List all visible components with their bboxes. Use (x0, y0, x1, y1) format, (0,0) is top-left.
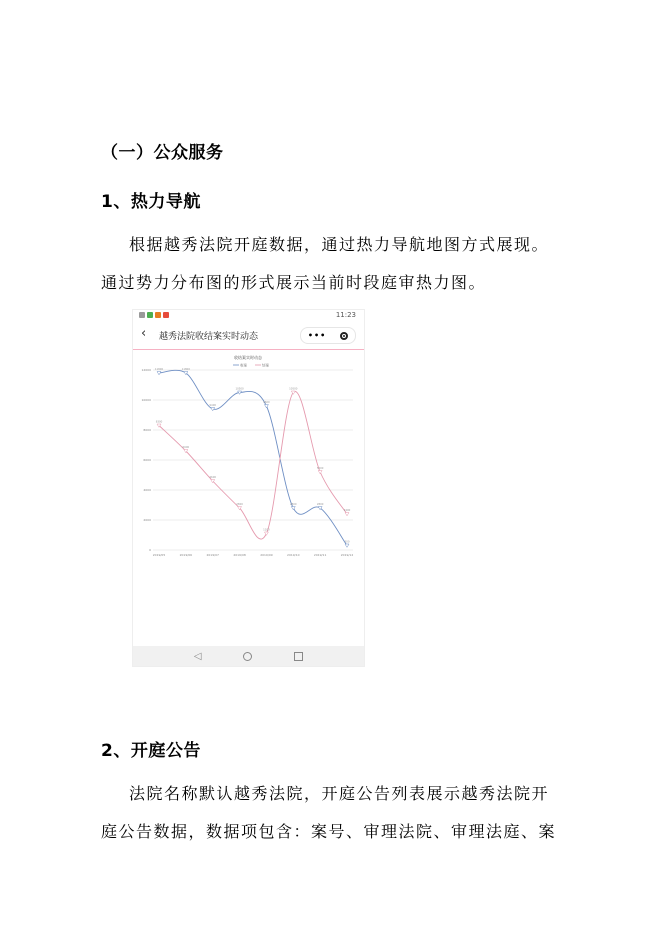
signal-icon (139, 312, 145, 318)
data-label: 300 (344, 540, 350, 544)
chart-legend (233, 362, 270, 367)
mini-program-capsule[interactable] (300, 327, 356, 344)
chart-lines (159, 370, 347, 545)
data-label: 11800 (181, 368, 190, 371)
data-label: 11800 (154, 368, 164, 371)
data-label: 6600 (182, 446, 190, 449)
y-tick-label: 0 (149, 548, 151, 552)
data-point (345, 544, 349, 547)
data-point (318, 471, 322, 474)
x-tick-label: 2019/05 (152, 553, 166, 557)
legend-label: 收案 (240, 363, 247, 368)
heat-nav-line-2: 通过势力分布图的形式展示当前时段庭审热力图。 (101, 273, 487, 292)
recents-square-icon[interactable] (294, 652, 303, 661)
court-notice-heading: 2、开庭公告 (101, 741, 201, 761)
data-point (291, 391, 295, 394)
wechat-icon (147, 312, 153, 318)
y-tick-label: 4000 (143, 488, 151, 492)
x-tick-label: 2019/11 (313, 553, 327, 557)
court-notice-paragraph (101, 775, 571, 851)
status-icons (139, 312, 169, 318)
y-tick-label: 10000 (141, 398, 151, 402)
chart-axis-ticks (141, 368, 353, 557)
section-title: （一）公众服务 (101, 143, 224, 163)
y-tick-label: 6000 (143, 458, 151, 462)
data-label: 4600 (209, 476, 217, 479)
home-circle-icon[interactable] (243, 652, 252, 661)
heat-nav-line-1: 根据越秀法院开庭数据，通过热力导航地图方式展现。 (129, 235, 550, 254)
app-icon (155, 312, 161, 318)
status-bar (133, 310, 364, 322)
data-label: 9600 (263, 401, 270, 404)
heat-nav-paragraph (101, 226, 571, 302)
data-label: 10500 (289, 387, 298, 391)
x-tick-label: 2019/10 (287, 553, 300, 557)
data-label: 1100 (263, 528, 270, 532)
x-tick-label: 2019/06 (179, 553, 193, 557)
data-label: 5200 (316, 467, 324, 470)
x-tick-label: 2019/08 (233, 553, 246, 557)
court-notice-line-1: 法院名称默认越秀法院，开庭公告列表展示越秀法院开 (129, 784, 550, 803)
series-line-1 (159, 391, 347, 539)
data-label: 10500 (235, 387, 244, 391)
heat-nav-heading: 1、热力导航 (101, 192, 201, 212)
line-chart (133, 350, 364, 646)
y-tick-label: 12000 (141, 368, 151, 372)
back-icon[interactable]: ‹ (141, 326, 147, 341)
x-tick-label: 2019/09 (260, 553, 273, 557)
y-tick-label: 8000 (143, 428, 151, 432)
data-label: 2800 (236, 503, 243, 506)
data-point (264, 405, 268, 408)
data-label: 2800 (289, 503, 297, 506)
chart-points (155, 367, 351, 547)
data-point (345, 513, 349, 516)
android-nav-bar (133, 646, 364, 666)
close-target-icon[interactable] (340, 332, 348, 340)
app-bar (133, 322, 364, 348)
chart-title: 收结案实时动态 (234, 355, 262, 360)
series-line-0 (159, 370, 347, 545)
data-label: 2800 (316, 503, 324, 506)
chart-grid (153, 370, 353, 550)
data-point (291, 507, 295, 510)
data-label: 2400 (343, 509, 351, 512)
data-point (264, 532, 268, 535)
data-label: 9400 (209, 404, 217, 407)
x-tick-label: 2019/12 (340, 553, 354, 557)
phone-screenshot (133, 310, 364, 666)
data-label: 8300 (155, 420, 163, 424)
app-icon-2 (163, 312, 169, 318)
status-time: 11:23 (335, 311, 356, 319)
more-icon[interactable]: ••• (307, 331, 327, 340)
legend-label: 结案 (262, 363, 269, 368)
app-title: 越秀法院收结案实时动态 (159, 332, 259, 342)
court-notice-line-2: 庭公告数据，数据项包含：案号、审理法院、审理法庭、案 (101, 822, 557, 841)
y-tick-label: 2000 (143, 518, 151, 522)
x-tick-label: 2019/07 (206, 553, 219, 557)
back-triangle-icon[interactable]: ◁ (193, 650, 202, 662)
